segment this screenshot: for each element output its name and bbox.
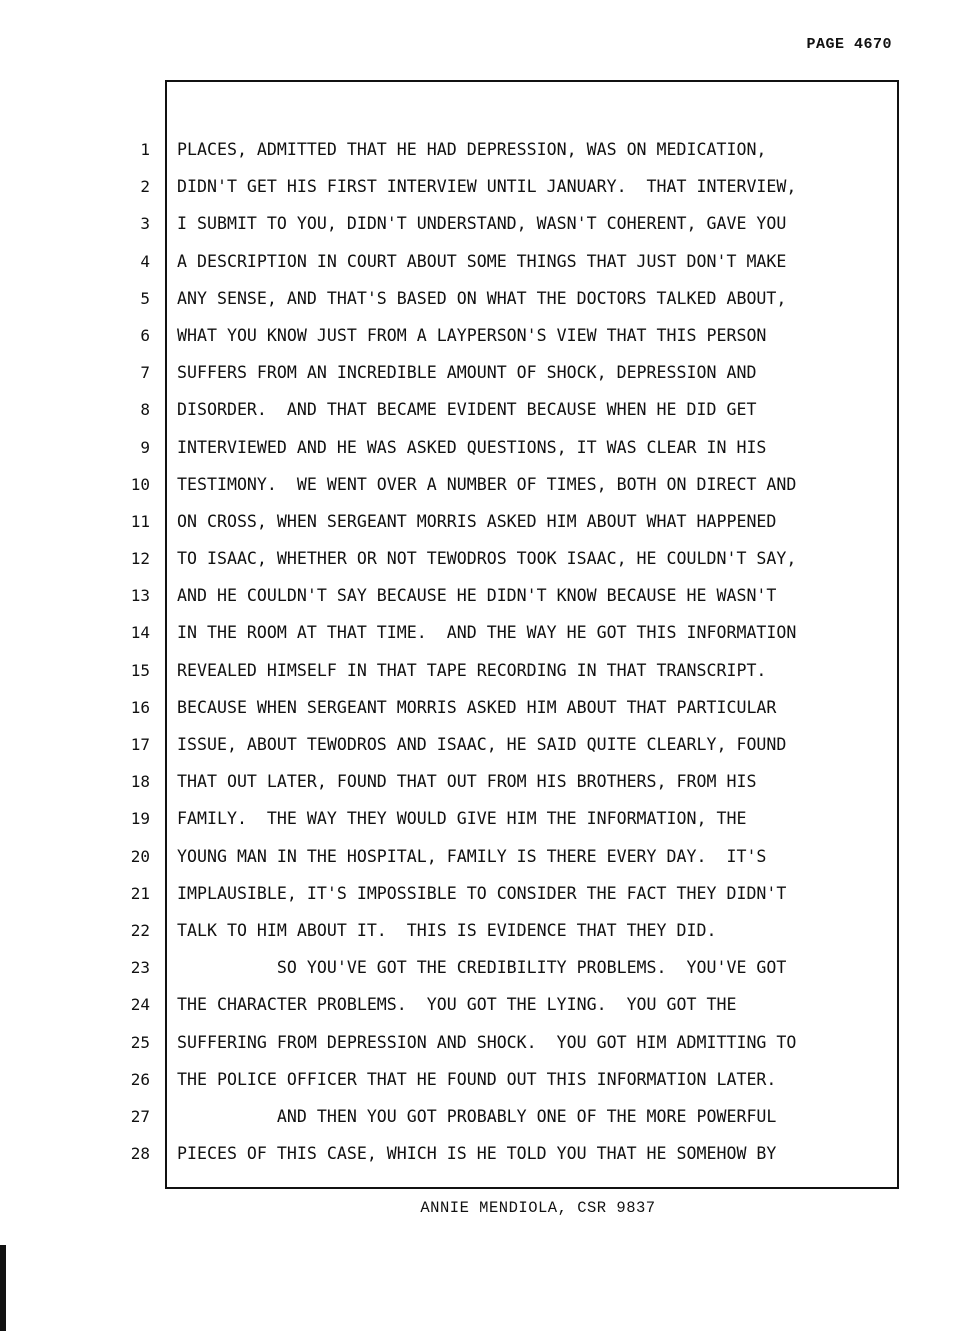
line-number: 16 (130, 697, 150, 717)
line-number: 25 (130, 1032, 150, 1052)
line-number: 6 (140, 325, 150, 345)
line-number: 21 (130, 883, 150, 903)
transcript-line: WHAT YOU KNOW JUST FROM A LAYPERSON'S VIEW THAT THIS PERSON (177, 325, 767, 345)
reporter-footer: ANNIE MENDIOLA, CSR 9837 (420, 1199, 656, 1217)
line-number: 18 (130, 772, 150, 792)
transcript-line: ISSUE, ABOUT TEWODROS AND ISAAC, HE SAID QUITE CLEARLY, FOUND (177, 735, 787, 754)
transcript-line: ANY SENSE, AND THAT'S BASED ON WHAT THE DOCTORS TALKED ABOUT, (177, 288, 787, 308)
line-number: 14 (130, 623, 150, 643)
transcript-line: SUFFERS FROM AN INCREDIBLE AMOUNT OF SHOCK, DEPRESSION AND (177, 363, 757, 383)
transcript-line: SO YOU'VE GOT THE CREDIBILITY PROBLEMS. YOU'VE GOT (177, 958, 787, 978)
line-number: 9 (140, 437, 150, 457)
transcript-line: PLACES, ADMITTED THAT HE HAD DEPRESSION, WAS ON MEDICATION, (177, 140, 767, 159)
line-number: 27 (130, 1106, 150, 1126)
transcript-line: SUFFERING FROM DEPRESSION AND SHOCK. YOU GOT HIM ADMITTING TO (177, 1032, 797, 1052)
transcript-line: INTERVIEWED AND HE WAS ASKED QUESTIONS, IT WAS CLEAR IN HIS (177, 437, 767, 457)
line-number: 13 (130, 586, 150, 606)
line-number: 24 (130, 995, 150, 1015)
transcript-body (177, 131, 895, 1172)
line-number: 20 (130, 846, 150, 866)
line-number: 26 (130, 1069, 150, 1089)
transcript-line: DISORDER. AND THAT BECAME EVIDENT BECAUSE WHEN HE DID GET (177, 400, 757, 420)
line-number: 28 (130, 1144, 150, 1164)
transcript-line: PIECES OF THIS CASE, WHICH IS HE TOLD YOU THAT HE SOMEHOW BY (177, 1144, 777, 1164)
line-number: 15 (130, 660, 150, 680)
transcript-line: TO ISAAC, WHETHER OR NOT TEWODROS TOOK ISAAC, HE COULDN'T SAY, (177, 549, 797, 569)
line-number: 4 (140, 251, 150, 271)
transcript-line: AND THEN YOU GOT PROBABLY ONE OF THE MORE POWERFUL (177, 1106, 777, 1126)
line-number: 2 (140, 177, 150, 197)
line-number: 1 (140, 140, 150, 159)
line-number: 8 (140, 400, 150, 420)
transcript-line: I SUBMIT TO YOU, DIDN'T UNDERSTAND, WASN'T COHERENT, GAVE YOU (177, 214, 787, 234)
transcript-line: YOUNG MAN IN THE HOSPITAL, FAMILY IS THERE EVERY DAY. IT'S (177, 846, 767, 866)
transcript-line: A DESCRIPTION IN COURT ABOUT SOME THINGS THAT JUST DON'T MAKE (177, 251, 787, 271)
transcript-line: REVEALED HIMSELF IN THAT TAPE RECORDING IN THAT TRANSCRIPT. (177, 660, 767, 680)
transcript-line: THE POLICE OFFICER THAT HE FOUND OUT THIS INFORMATION LATER. (177, 1069, 777, 1089)
transcript-line: DIDN'T GET HIS FIRST INTERVIEW UNTIL JANUARY. THAT INTERVIEW, (177, 177, 797, 197)
transcript-line: BECAUSE WHEN SERGEANT MORRIS ASKED HIM ABOUT THAT PARTICULAR (177, 697, 777, 717)
transcript-line: ON CROSS, WHEN SERGEANT MORRIS ASKED HIM ABOUT WHAT HAPPENED (177, 511, 777, 531)
line-number: 23 (130, 958, 150, 978)
transcript-line: THE CHARACTER PROBLEMS. YOU GOT THE LYING. YOU GOT THE (177, 995, 737, 1015)
transcript-line: IMPLAUSIBLE, IT'S IMPOSSIBLE TO CONSIDER THE FACT THEY DIDN'T (177, 883, 787, 903)
line-number: 12 (130, 549, 150, 569)
line-number: 3 (140, 214, 150, 234)
line-number: 17 (130, 735, 150, 754)
transcript-line: TALK TO HIM ABOUT IT. THIS IS EVIDENCE THAT THEY DID. (177, 920, 717, 940)
line-number: 5 (140, 288, 150, 308)
transcript-line: THAT OUT LATER, FOUND THAT OUT FROM HIS BROTHERS, FROM HIS (177, 772, 757, 792)
line-number: 22 (130, 920, 150, 940)
line-number-column (100, 131, 150, 1172)
line-number: 10 (130, 474, 150, 494)
line-number: 19 (130, 809, 150, 829)
page-number: PAGE 4670 (806, 36, 892, 53)
line-number: 7 (140, 363, 150, 383)
transcript-line: AND HE COULDN'T SAY BECAUSE HE DIDN'T KNOW BECAUSE HE WASN'T (177, 586, 777, 606)
transcript-line: IN THE ROOM AT THAT TIME. AND THE WAY HE GOT THIS INFORMATION (177, 623, 797, 643)
line-number: 11 (130, 511, 150, 531)
scan-margin-mark (0, 1245, 6, 1331)
transcript-line: TESTIMONY. WE WENT OVER A NUMBER OF TIMES, BOTH ON DIRECT AND (177, 474, 797, 494)
transcript-line: FAMILY. THE WAY THEY WOULD GIVE HIM THE INFORMATION, THE (177, 809, 747, 829)
